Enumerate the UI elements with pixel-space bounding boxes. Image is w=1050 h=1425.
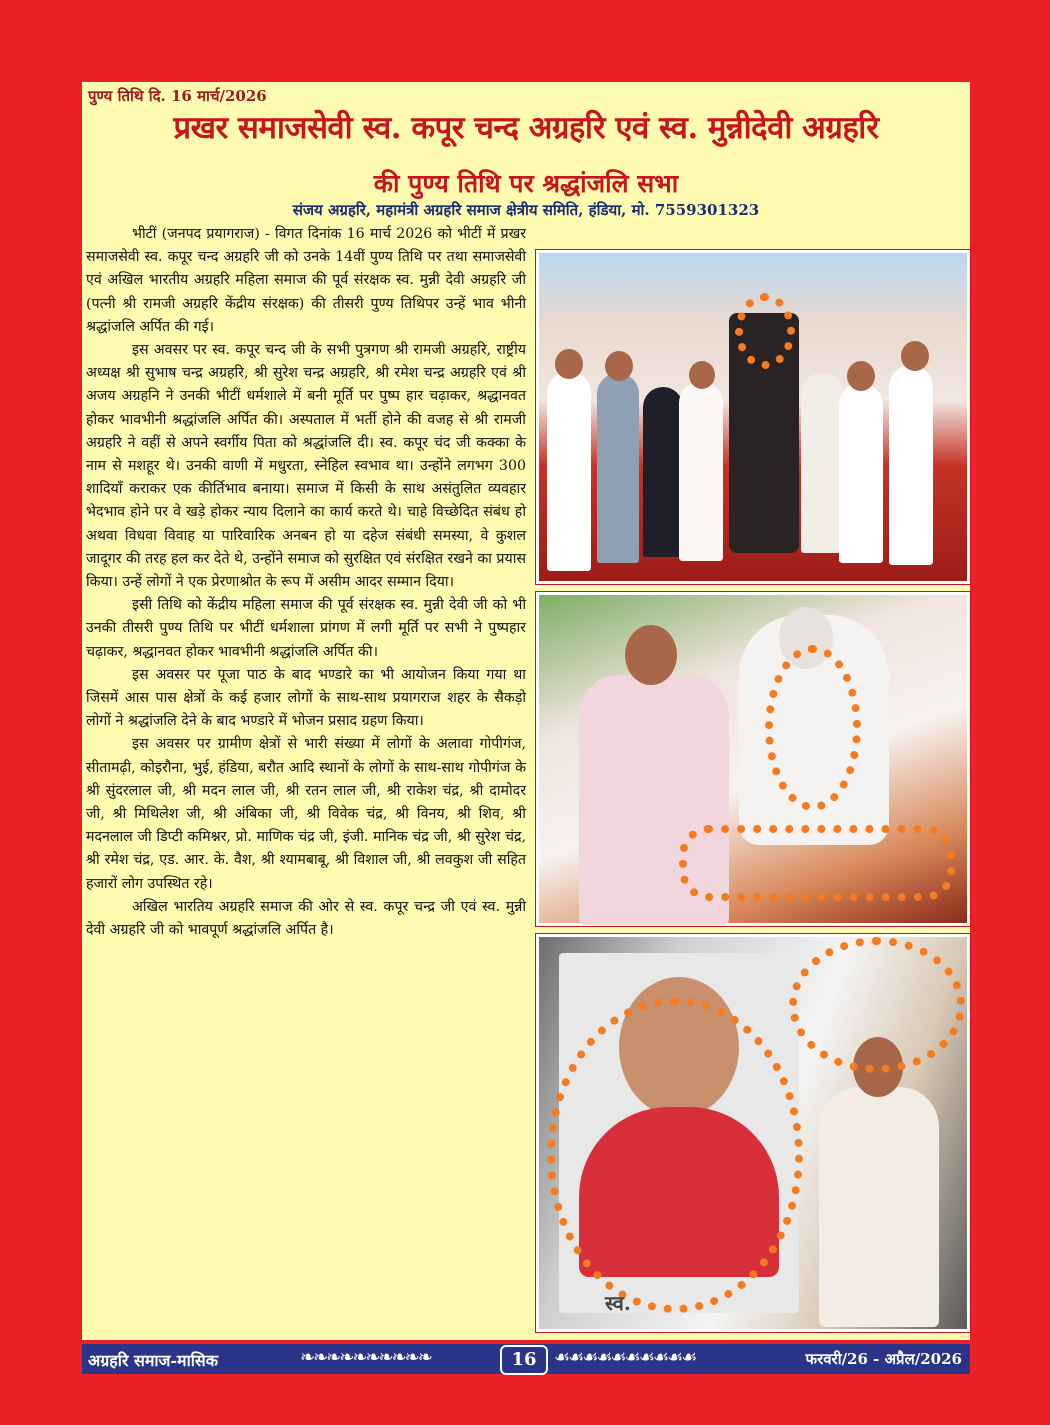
article-body [86,223,526,1333]
person-figure [819,1087,939,1327]
article-paragraph-2: इस अवसर पर स्व. कपूर चन्द जी के सभी पुत्रगण श्री रामजी अग्रहरि, राष्ट्रीय अध्यक्ष श्री सुभाष चन्द्र अग्रहरि, श्री सुरेश चन्द्र अग्रहरि, श्री रमेश चन्द्र अग्रहरि एवं श्री अजय अग्रहनि ने उनकी भीटीं धर्मशाले में बनी मूर्ति पर पुष्प हार चढ़ाकर, श्रद्धानवत होकर भावभीनी श्रद्धांजलि अर्पित की। अस्पताल में भर्ती होने की वजह से श्री रामजी अग्रहरि ने वहीं से अपने स्वर्गीय पिता को श्रद्धांजलि दी। स्व. कपूर चंद जी कक्का के नाम से मशहूर थे। उनकी वाणी में मधुरता, स्नेहिल स्वभाव था। उन्होंने लगभग 300 शादियाँ कराकर एक कीर्तिभाव बनाया। समाज में किसी के साथ असंतुलित व्यवहार भेदभाव होने पर वे खड़े होकर न्याय दिलाने का कार्य करते थे। चाहे विच्छेदित संबंध हो अथवा विधवा विवाह या पारिवारिक अनबन हो या दहेज संबंधी समस्या, वे कुशल जादूगर की तरह हल कर देते थे, उन्होंने समाज को सुरक्षित एवं संरक्षित रखने का प्रयास किया। उन्हें लोगों ने एक प्रेरणाश्रोत के रूप में असीम आदर सम्मान दिया। [86,342,526,591]
article-paragraph-1: भीटीं (जनपद प्रयागराज) - विगत दिनांक 16 मार्च 2026 को भीटीं में प्रखर समाजसेवी स्व. कपूर चन्द अग्रहरि जी को उनके 14वीं पुण्य तिथि पर तथा समाजसेवी एवं अखिल भारतीय अग्रहरि महिला समाज की पूर्व संरक्षक स्व. मुन्नी देवी अग्रहरि जी (पत्नी श्री रामजी अग्रहरि केंद्रीय संरक्षक) की तीसरी पुण्य तिथिपर उन्हें भाव भीनी श्रद्धांजलि अर्पित की गई। [86,226,526,335]
article-paragraph-5: इस अवसर पर ग्रामीण क्षेत्रों से भारी संख्या में लोगों के अलावा गोपीगंज, सीतामढ़ी, कोइरौना, भुई, हंडिया, बरौत आदि स्थानों के लोगों के साथ-साथ गोपीगंज के श्री सुंदरलाल जी, श्री मदन लाल जी, श्री रतन लाल जी, श्री राकेश चंद्र, श्री दामोदर जी, श्री मिथिलेश जी, श्री अंबिका जी, श्री विवेक चंद्र, श्री विनय, श्री शिव, श्री मदनलाल जी डिप्टी कमिश्नर, प्रो. माणिक चंद्र जी, इंजी. मानिक चंद्र जी, श्री सुरेश चंद्र, श्री रमेश चंद्र, एड. आर. के. वैश, श्री श्यामबाबू, श्री विशाल जी, श्री लवकुश जी सहित हजारों लोग उपस्थित रहे। [86,736,526,892]
garland [765,645,861,811]
person-head [605,351,633,381]
leaf-ornament-right: ☙☙☙☙☙☙☙☙☙☙ [554,1347,696,1368]
flower-border [789,937,965,1073]
person-head [847,361,875,391]
person-head [625,625,677,685]
garland [735,293,795,369]
footer [82,1344,970,1374]
person-figure [597,373,639,563]
person-head [689,361,715,389]
page-number: 16 [500,1345,548,1375]
article-paragraph-4: इस अवसर पर पूजा पाठ के बाद भण्डारे का भी आयोजन किया गया था जिसमें आस पास क्षेत्रों के कई हजार लोगों के साथ-साथ प्रयागराज शहर के सैकड़ो लोगों ने श्रद्धांजलि देने के बाद भण्डारे में भोजन प्रसाद ग्रहण किया। [86,666,526,730]
page-subtitle: की पुण्य तिथि पर श्रद्धांजलि सभा [373,169,679,198]
leaf-ornament-left: ❧❧❧❧❧❧❧❧❧❧ [300,1347,431,1368]
person-head [901,341,929,371]
person-figure [547,371,591,571]
article-paragraph-6: अखिल भारतिय अग्रहरि समाज की ओर से स्व. कपूर चन्द्र जी एवं स्व. मुन्नी देवी अग्रहरि जी को भावपूर्ण श्रद्धांजलि अर्पित है। [86,898,526,939]
date-line: पुण्य तिथि दि. 16 मार्च/2026 [88,87,267,105]
publication-name: अग्रहरि समाज-मासिक [88,1351,219,1370]
issue-date: फरवरी/26 - अप्रैल/2026 [805,1350,962,1368]
person-figure [679,381,723,561]
photo-garlanding-statue [536,592,970,926]
person-figure [839,383,883,563]
person-figure [889,365,933,565]
article-paragraph-3: इसी तिथि को केंद्रीय महिला समाज की पूर्व संरक्षक स्व. मुन्नी देवी जी को भी उनकी तीसरी पुण्य तिथि पर भीटीं धर्मशाला प्रांगण में लगी मूर्ति पर सभी ने पुष्पहार चढ़ाकर, श्रद्धानवत होकर भावभीनी श्रद्धांजलि अर्पित की। [86,597,526,660]
photo-group-at-statue [536,250,970,584]
magazine-page [82,82,970,1370]
page-title: प्रखर समाजसेवी स्व. कपूर चन्द अग्रहरि एवं स्व. मुन्नीदेवी अग्रहरि [173,110,879,146]
person-figure [801,373,843,553]
portrait-caption: स्व. [605,1291,631,1315]
photo-portrait-tribute [536,934,970,1332]
person-figure [643,387,683,557]
garland [547,997,803,1313]
flower-border [679,825,955,901]
byline: संजय अग्रहरि, महामंत्री अग्रहरि समाज क्षेत्रीय समिति, हंडिया, मो. 7559301323 [292,201,760,219]
person-head [555,349,583,379]
